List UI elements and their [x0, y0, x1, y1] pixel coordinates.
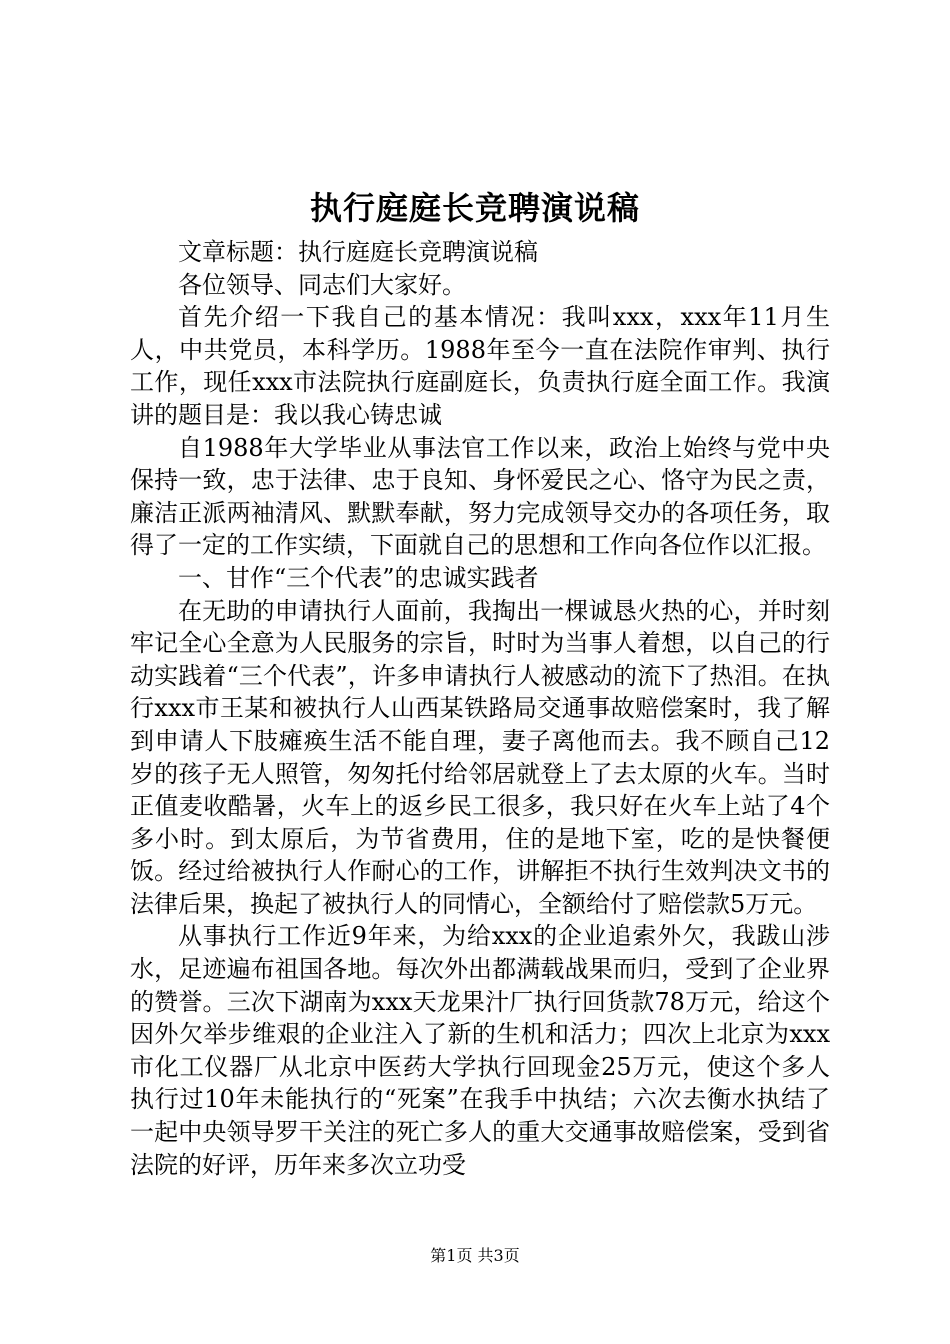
page-footer: 第1页 共3页	[430, 1246, 520, 1265]
paragraph-article-title: 文章标题：执行庭庭长竞聘演说稿	[178, 238, 538, 266]
section-heading-1: 一、甘作“三个代表”的忠诚实践者	[178, 563, 539, 592]
document-body	[130, 236, 830, 1181]
paragraph-career-summary: 自1988年大学毕业从事法官工作以来，政治上始终与党中央保持一致，忠于法律、忠于良知、身怀爱民之心、恪守为民之责，廉洁正派两袖清风、默默奉献，努力完成领导交办的各项任务，取得了一定的工作实绩，下面就自己的思想和工作向各位作以汇报。	[130, 433, 830, 560]
paragraph-achievements: 从事执行工作近9年来，为给xxx的企业追索外欠，我跋山涉水，足迹遍布祖国各地。每次外出都满载战果而归，受到了企业界的赞誉。三次下湖南为xxx天龙果汁厂执行回货款78万元，给这个因外欠举步维艰的企业注入了新的生机和活力；四次上北京为xxx市化工仪器厂从北京中医药大学执行回现金25万元，使这个多人执行过10年未能执行的“死案”在我手中执结；六次去衡水执结了一起中央领导罗干关注的死亡多人的重大交通事故赔偿案，受到省法院的好评，历年来多次立功受	[130, 922, 830, 1179]
paragraph-greeting: 各位领导、同志们大家好。	[178, 270, 466, 299]
paragraph-case-story: 在无助的申请执行人面前，我掏出一棵诚恳火热的心，并时刻牢记全心全意为人民服务的宗旨，时时为当事人着想，以自己的行动实践着“三个代表”，许多申请执行人被感动的流下了热泪。在执行xxx市王某和被执行人山西某铁路局交通事故赔偿案时，我了解到申请人下肢瘫痪生活不能自理，妻子离他而去。我不顾自己12岁的孩子无人照管，匆匆托付给邻居就登上了去太原的火车。当时正值麦收酷暑，火车上的返乡民工很多，我只好在火车上站了4个多小时。到太原后，为节省费用，住的是地下室，吃的是快餐便饭。经过给被执行人作耐心的工作，讲解拒不执行生效判决文书的法律后果，换起了被执行人的同情心，全额给付了赔偿款5万元。	[130, 596, 830, 918]
document-title: 执行庭庭长竞聘演说稿	[309, 189, 640, 227]
paragraph-self-introduction: 首先介绍一下我自己的基本情况：我叫xxx，xxx年11月生人，中共党员，本科学历。1988年至今一直在法院作审判、执行工作，现任xxx市法院执行庭副庭长，负责执行庭全面工作。我演讲的题目是：我以我心铸忠诚	[130, 303, 830, 429]
